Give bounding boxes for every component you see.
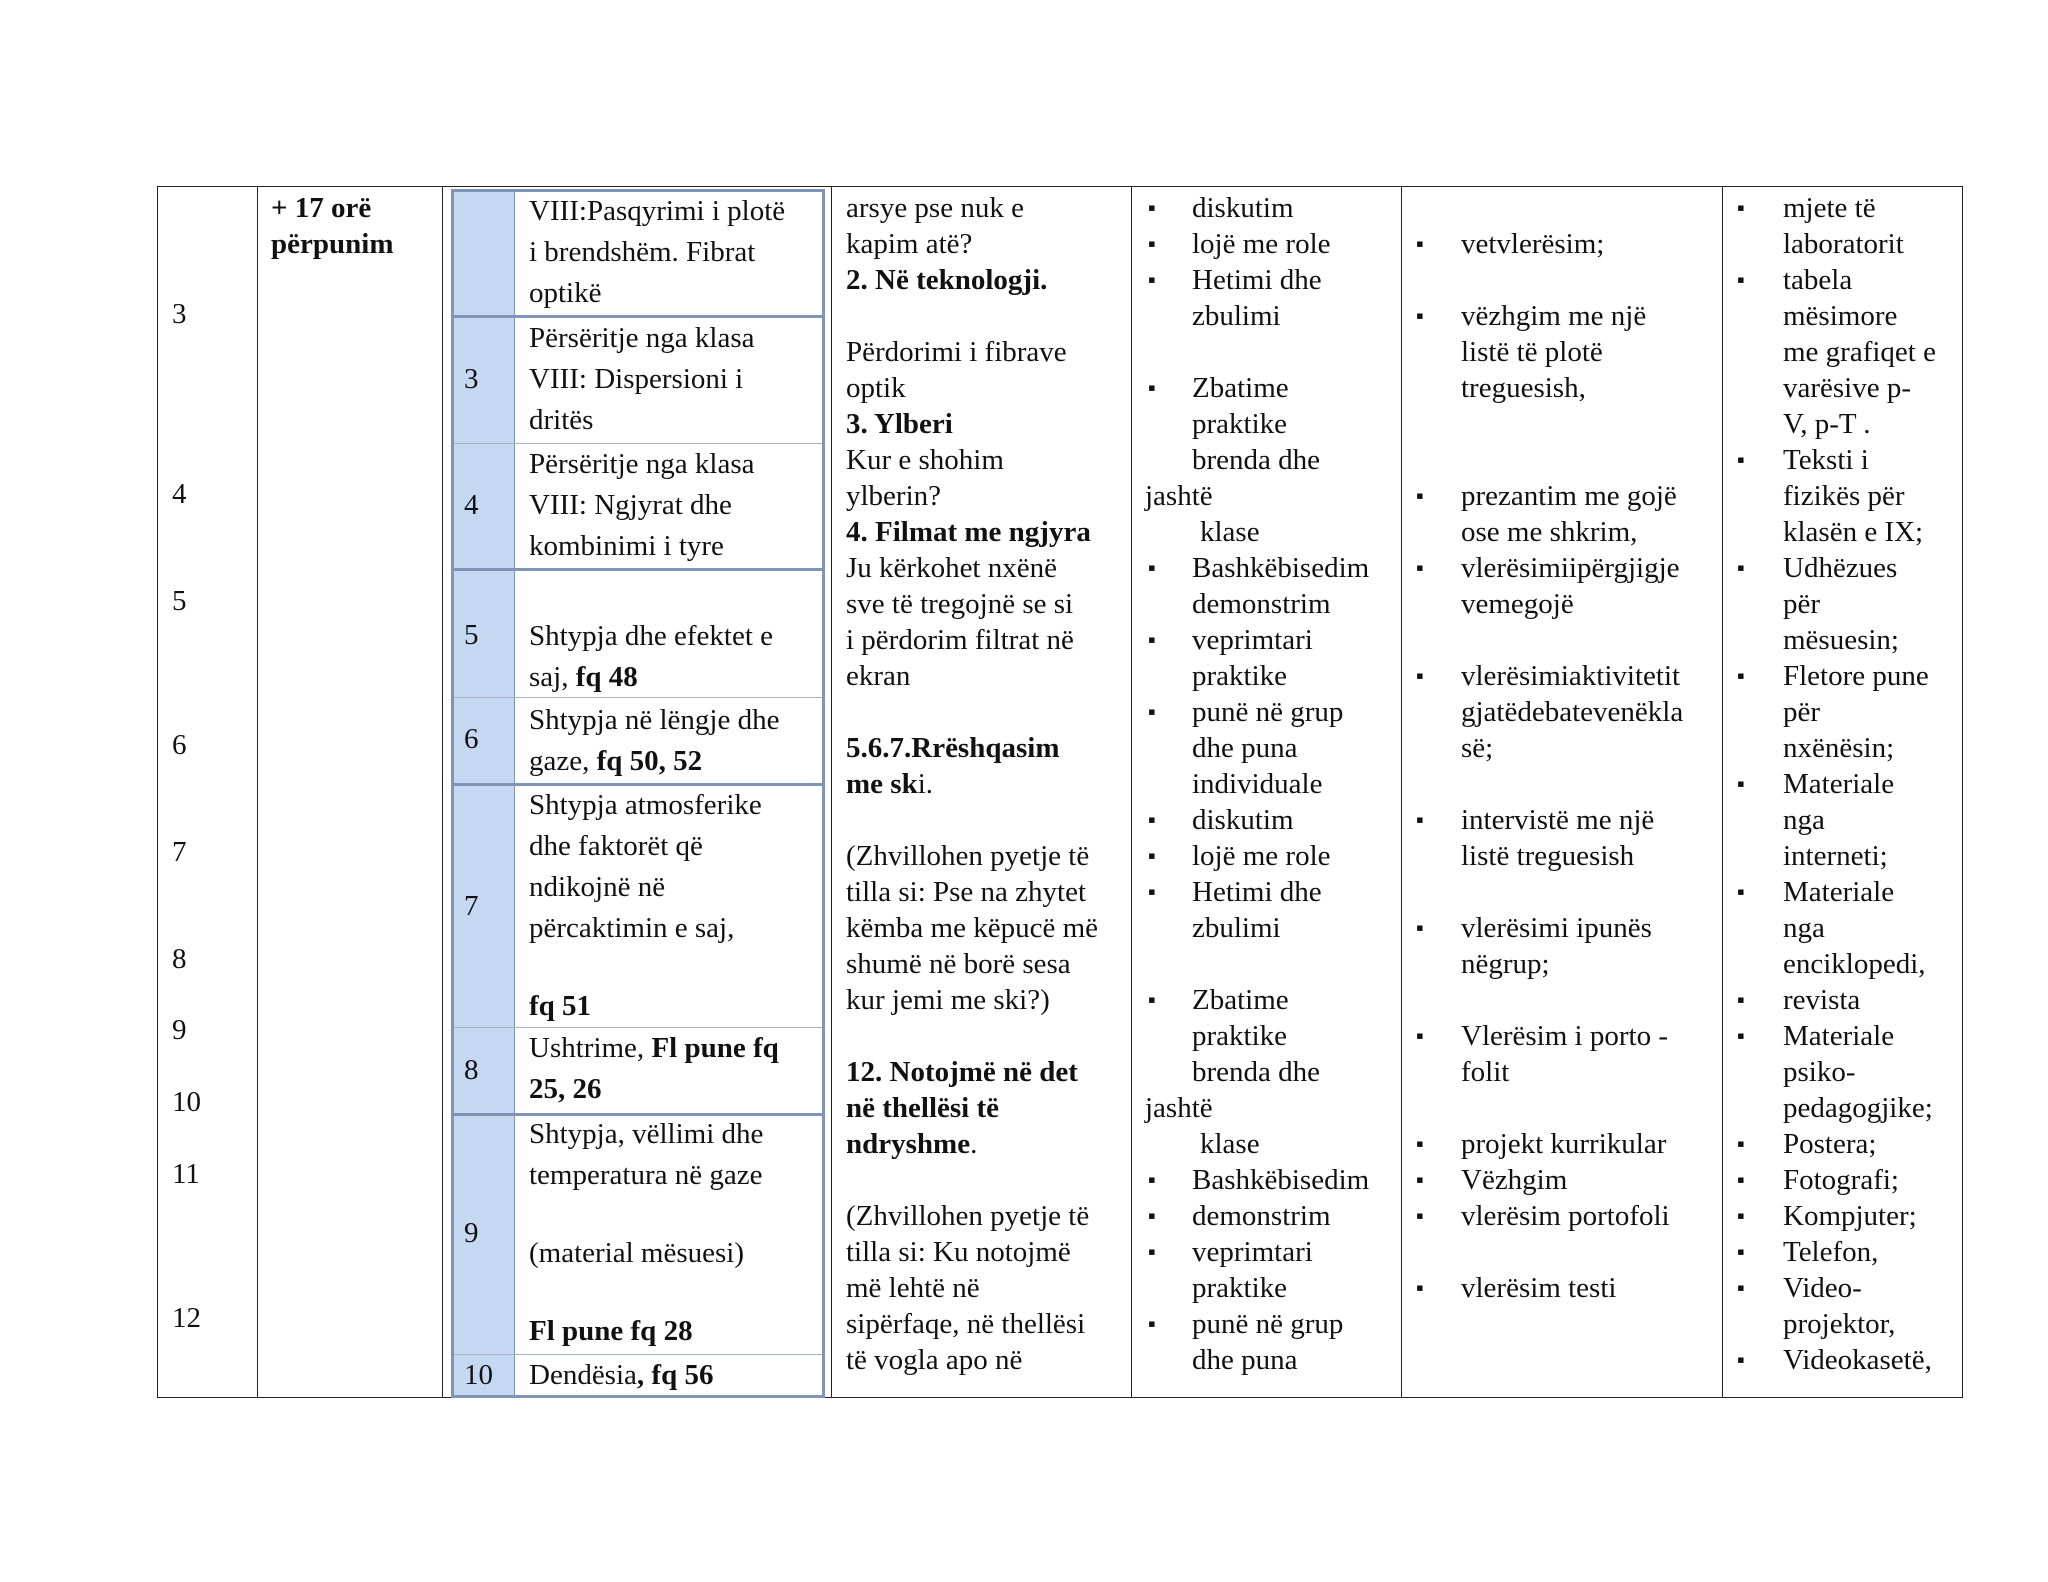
- assessment-item: vemegojë: [1461, 588, 1574, 620]
- page-reference: fq 51: [529, 990, 592, 1022]
- resource-item: tabela: [1783, 264, 1853, 296]
- bullet-icon: ▪: [1148, 879, 1156, 904]
- lesson-title: Shtypja në lëngje dhe: [529, 704, 780, 736]
- assessment-item: vlerësimiipërgjigje: [1461, 552, 1680, 584]
- situation-text: shumë në borë sesa: [846, 948, 1071, 980]
- method-item: jashtë: [1145, 480, 1213, 512]
- resource-item: Kompjuter;: [1783, 1200, 1917, 1232]
- assessment-item: vetvlerësim;: [1461, 228, 1605, 260]
- situation-heading: 5.6.7.Rrëshqasim: [846, 732, 1060, 764]
- situation-text: optik: [846, 372, 906, 404]
- bullet-icon: ▪: [1737, 195, 1745, 220]
- situation-text: tilla si: Ku notojmë: [846, 1236, 1071, 1268]
- week-number: 8: [172, 943, 187, 975]
- row-separator: [454, 783, 822, 786]
- bullet-icon: ▪: [1148, 1167, 1156, 1192]
- method-item: diskutim: [1192, 804, 1294, 836]
- lesson-title: optikë: [529, 277, 602, 309]
- assessment-item: së;: [1461, 732, 1494, 764]
- bullet-icon: ▪: [1148, 843, 1156, 868]
- lesson-title: [529, 1030, 779, 1066]
- resource-item: nxënësin;: [1783, 732, 1895, 764]
- situation-heading: [846, 766, 933, 802]
- bullet-icon: ▪: [1737, 1203, 1745, 1228]
- week-number: 3: [172, 298, 187, 330]
- bullet-icon: ▪: [1148, 267, 1156, 292]
- situation-text: (Zhvillohen pyetje të: [846, 840, 1090, 872]
- lesson-title: [529, 743, 702, 779]
- page-reference: fq 50, 52: [596, 745, 703, 777]
- method-item: lojë me role: [1192, 228, 1331, 260]
- lesson-number: 3: [464, 363, 479, 395]
- lesson-title: temperatura në gaze: [529, 1159, 763, 1191]
- resource-item: mësimore: [1783, 300, 1898, 332]
- row-separator: [454, 568, 822, 571]
- bullet-icon: ▪: [1416, 1275, 1424, 1300]
- method-item: Bashkëbisedim: [1192, 552, 1370, 584]
- lesson-title: VIII: Ngjyrat dhe: [529, 489, 732, 521]
- resource-item: Postera;: [1783, 1128, 1877, 1160]
- week-number: 11: [172, 1158, 200, 1190]
- column-divider: [257, 186, 258, 1398]
- lesson-number: 7: [464, 890, 479, 922]
- page-reference: fq 48: [575, 661, 638, 693]
- lesson-title: përcaktimin e saj,: [529, 912, 735, 944]
- resource-item: me grafiqet e: [1783, 336, 1936, 368]
- lesson-number: 8: [464, 1054, 479, 1086]
- method-item: Zbatime: [1192, 984, 1289, 1016]
- column-divider: [1131, 186, 1132, 1398]
- method-item: veprimtari: [1192, 624, 1313, 656]
- assessment-item: gjatëdebatevenëkla: [1461, 696, 1684, 728]
- resource-item: mjete të: [1783, 192, 1876, 224]
- bullet-icon: ▪: [1148, 231, 1156, 256]
- assessment-item: folit: [1461, 1056, 1510, 1088]
- lesson-title-part: saj,: [529, 661, 576, 693]
- bullet-icon: ▪: [1737, 1023, 1745, 1048]
- lesson-title: VIII: Dispersioni i: [529, 363, 744, 395]
- bullet-icon: ▪: [1416, 483, 1424, 508]
- lesson-number: 9: [464, 1217, 479, 1249]
- week-number: 10: [172, 1086, 201, 1118]
- week-number: 12: [172, 1302, 201, 1334]
- assessment-item: ose me shkrim,: [1461, 516, 1638, 548]
- lesson-title: [529, 659, 638, 695]
- column-divider: [1722, 186, 1723, 1398]
- hours-label: përpunim: [271, 228, 394, 260]
- method-item: Hetimi dhe: [1192, 264, 1322, 296]
- lesson-title: VIII:Pasqyrimi i plotë: [529, 195, 786, 227]
- situation-heading: 2. Në teknologji.: [846, 264, 1048, 296]
- method-item: brenda dhe: [1192, 444, 1321, 476]
- bullet-icon: ▪: [1416, 1167, 1424, 1192]
- method-item: diskutim: [1192, 192, 1294, 224]
- method-item: klase: [1200, 1128, 1260, 1160]
- assessment-item: Vlerësim i porto -: [1461, 1020, 1668, 1052]
- resource-item: mësuesin;: [1783, 624, 1899, 656]
- method-item: praktike: [1192, 1020, 1288, 1052]
- resource-item: Materiale: [1783, 768, 1895, 800]
- bullet-icon: ▪: [1737, 771, 1745, 796]
- bullet-icon: ▪: [1737, 447, 1745, 472]
- situation-heading-part: .: [970, 1128, 978, 1160]
- situation-heading: 12. Notojmë në det: [846, 1056, 1078, 1088]
- method-item: brenda dhe: [1192, 1056, 1321, 1088]
- resource-item: fizikës për: [1783, 480, 1905, 512]
- column-divider: [831, 186, 832, 1398]
- situation-text: sve të tregojnë se si: [846, 588, 1074, 620]
- resource-item: nga: [1783, 912, 1825, 944]
- assessment-item: Vëzhgim: [1461, 1164, 1568, 1196]
- bullet-icon: ▪: [1416, 303, 1424, 328]
- situation-text: ylberin?: [846, 480, 942, 512]
- method-item: veprimtari: [1192, 1236, 1313, 1268]
- row-separator: [454, 315, 822, 318]
- lesson-title-part: gaze,: [529, 745, 597, 777]
- situation-text: ekran: [846, 660, 911, 692]
- method-item: demonstrim: [1192, 1200, 1331, 1232]
- bullet-icon: ▪: [1148, 375, 1156, 400]
- assessment-item: listë të plotë: [1461, 336, 1603, 368]
- situation-text: Ju kërkohet nxënë: [846, 552, 1057, 584]
- method-item: demonstrim: [1192, 588, 1331, 620]
- bullet-icon: ▪: [1416, 915, 1424, 940]
- bullet-icon: ▪: [1148, 1311, 1156, 1336]
- lesson-number: 6: [464, 723, 479, 755]
- lesson-title-part: Dendësia: [529, 1359, 637, 1391]
- resource-item: Telefon,: [1783, 1236, 1879, 1268]
- situation-text: Përdorimi i fibrave: [846, 336, 1067, 368]
- lesson-title-part: Ushtrime,: [529, 1032, 652, 1064]
- lesson-title: ndikojnë në: [529, 871, 666, 903]
- situation-text: kapim atë?: [846, 228, 973, 260]
- resource-item: Fotografi;: [1783, 1164, 1899, 1196]
- row-separator: [454, 1027, 822, 1028]
- bullet-icon: ▪: [1148, 807, 1156, 832]
- method-item: punë në grup: [1192, 1308, 1344, 1340]
- lesson-number: 5: [464, 619, 479, 651]
- bullet-icon: ▪: [1148, 1239, 1156, 1264]
- week-number: 6: [172, 729, 187, 761]
- resource-item: Video-: [1783, 1272, 1862, 1304]
- situation-text: sipërfaqe, në thellësi: [846, 1308, 1086, 1340]
- situation-text: më lehtë në: [846, 1272, 980, 1304]
- method-item: zbulimi: [1192, 912, 1281, 944]
- method-item: dhe puna: [1192, 1344, 1298, 1376]
- week-number: 5: [172, 585, 187, 617]
- bullet-icon: ▪: [1416, 1131, 1424, 1156]
- lesson-number: 4: [464, 489, 479, 521]
- row-separator: [454, 443, 822, 444]
- situation-heading-part: i.: [917, 768, 934, 800]
- bullet-icon: ▪: [1148, 1203, 1156, 1228]
- resource-item: nga: [1783, 804, 1825, 836]
- resource-item: pedagogjike;: [1783, 1092, 1933, 1124]
- situation-heading-part: ndryshme: [846, 1128, 971, 1160]
- assessment-item: vlerësim portofoli: [1461, 1200, 1670, 1232]
- lesson-note: (material mësuesi): [529, 1237, 744, 1269]
- lesson-number: 10: [464, 1359, 493, 1391]
- method-item: praktike: [1192, 1272, 1288, 1304]
- method-item: Bashkëbisedim: [1192, 1164, 1370, 1196]
- resource-item: Videokasetë,: [1783, 1344, 1932, 1376]
- assessment-item: intervistë me një: [1461, 804, 1655, 836]
- bullet-icon: ▪: [1737, 1239, 1745, 1264]
- lesson-title: Përsëritje nga klasa: [529, 322, 755, 354]
- situation-heading: 4. Filmat me ngjyra: [846, 516, 1091, 548]
- bullet-icon: ▪: [1737, 879, 1745, 904]
- lesson-title: Shtypja, vëllimi dhe: [529, 1118, 764, 1150]
- resource-item: për: [1783, 588, 1821, 620]
- bullet-icon: ▪: [1737, 663, 1745, 688]
- lesson-title: Përsëritje nga klasa: [529, 448, 755, 480]
- lesson-title: dhe faktorët që: [529, 830, 703, 862]
- resource-item: Teksti i: [1783, 444, 1869, 476]
- bullet-icon: ▪: [1737, 555, 1745, 580]
- situation-text: (Zhvillohen pyetje të: [846, 1200, 1090, 1232]
- method-item: Hetimi dhe: [1192, 876, 1322, 908]
- resource-item: V, p-T .: [1783, 408, 1871, 440]
- method-item: praktike: [1192, 660, 1288, 692]
- page-reference: 25, 26: [529, 1073, 602, 1105]
- method-item: praktike: [1192, 408, 1288, 440]
- lesson-title: [529, 1357, 713, 1393]
- resource-item: laboratorit: [1783, 228, 1904, 260]
- bullet-icon: ▪: [1148, 195, 1156, 220]
- lesson-title: Shtypja atmosferike: [529, 789, 762, 821]
- resource-item: enciklopedi,: [1783, 948, 1926, 980]
- assessment-item: listë treguesish: [1461, 840, 1635, 872]
- situation-text: Kur e shohim: [846, 444, 1004, 476]
- assessment-item: projekt kurrikular: [1461, 1128, 1667, 1160]
- hours-label: + 17 orë: [271, 192, 372, 224]
- method-item: lojë me role: [1192, 840, 1331, 872]
- lesson-title: Shtypja dhe efektet e: [529, 620, 773, 652]
- bullet-icon: ▪: [1737, 987, 1745, 1012]
- assessment-item: prezantim me gojë: [1461, 480, 1677, 512]
- bullet-icon: ▪: [1148, 987, 1156, 1012]
- page-reference: Fl pune fq: [651, 1032, 779, 1064]
- bullet-icon: ▪: [1737, 1131, 1745, 1156]
- situation-heading-part: me sk: [846, 768, 918, 800]
- column-divider: [442, 186, 443, 1398]
- situation-text: këmba me këpucë më: [846, 912, 1099, 944]
- situation-heading: 3. Ylberi: [846, 408, 953, 440]
- bullet-icon: ▪: [1416, 231, 1424, 256]
- bullet-icon: ▪: [1416, 807, 1424, 832]
- situation-text: arsye pse nuk e: [846, 192, 1024, 224]
- method-item: punë në grup: [1192, 696, 1344, 728]
- assessment-item: nëgrup;: [1461, 948, 1550, 980]
- resource-item: Fletore pune: [1783, 660, 1929, 692]
- resource-item: klasën e IX;: [1783, 516, 1924, 548]
- bullet-icon: ▪: [1737, 1347, 1745, 1372]
- lesson-title: kombinimi i tyre: [529, 530, 724, 562]
- assessment-item: vlerësim testi: [1461, 1272, 1617, 1304]
- bullet-icon: ▪: [1148, 699, 1156, 724]
- row-separator: [454, 1354, 822, 1355]
- resource-item: varësive p-: [1783, 372, 1912, 404]
- method-item: individuale: [1192, 768, 1323, 800]
- week-number: 7: [172, 836, 187, 868]
- bullet-icon: ▪: [1416, 555, 1424, 580]
- resource-item: për: [1783, 696, 1821, 728]
- situation-text: të vogla apo në: [846, 1344, 1023, 1376]
- week-number: 9: [172, 1014, 187, 1046]
- resource-item: revista: [1783, 984, 1861, 1016]
- situation-text: i përdorim filtrat në: [846, 624, 1074, 656]
- situation-heading: [846, 1126, 977, 1162]
- bullet-icon: ▪: [1416, 1023, 1424, 1048]
- method-item: zbulimi: [1192, 300, 1281, 332]
- situation-heading: në thellësi të: [846, 1092, 1000, 1124]
- page-reference: , fq 56: [636, 1359, 714, 1391]
- assessment-item: treguesish,: [1461, 372, 1586, 404]
- resource-item: psiko-: [1783, 1056, 1856, 1088]
- situation-text: kur jemi me ski?): [846, 984, 1050, 1016]
- bullet-icon: ▪: [1737, 267, 1745, 292]
- bullet-icon: ▪: [1737, 1275, 1745, 1300]
- assessment-item: vëzhgim me një: [1461, 300, 1647, 332]
- resource-item: Materiale: [1783, 1020, 1895, 1052]
- situation-text: tilla si: Pse na zhytet: [846, 876, 1087, 908]
- resource-item: Materiale: [1783, 876, 1895, 908]
- week-number: 4: [172, 478, 187, 510]
- lesson-title: dritës: [529, 404, 594, 436]
- assessment-item: vlerësimiaktivitetit: [1461, 660, 1681, 692]
- page-reference: Fl pune fq 28: [529, 1315, 693, 1347]
- method-item: klase: [1200, 516, 1260, 548]
- resource-item: projektor,: [1783, 1308, 1896, 1340]
- method-item: dhe puna: [1192, 732, 1298, 764]
- bullet-icon: ▪: [1737, 1167, 1745, 1192]
- assessment-item: vlerësimi ipunës: [1461, 912, 1652, 944]
- method-item: jashtë: [1145, 1092, 1213, 1124]
- bullet-icon: ▪: [1148, 627, 1156, 652]
- bullet-icon: ▪: [1416, 1203, 1424, 1228]
- bullet-icon: ▪: [1416, 663, 1424, 688]
- row-separator: [454, 697, 822, 698]
- column-divider: [1401, 186, 1402, 1398]
- method-item: Zbatime: [1192, 372, 1289, 404]
- resource-item: Udhëzues: [1783, 552, 1898, 584]
- resource-item: interneti;: [1783, 840, 1888, 872]
- bullet-icon: ▪: [1148, 555, 1156, 580]
- lesson-title: i brendshëm. Fibrat: [529, 236, 756, 268]
